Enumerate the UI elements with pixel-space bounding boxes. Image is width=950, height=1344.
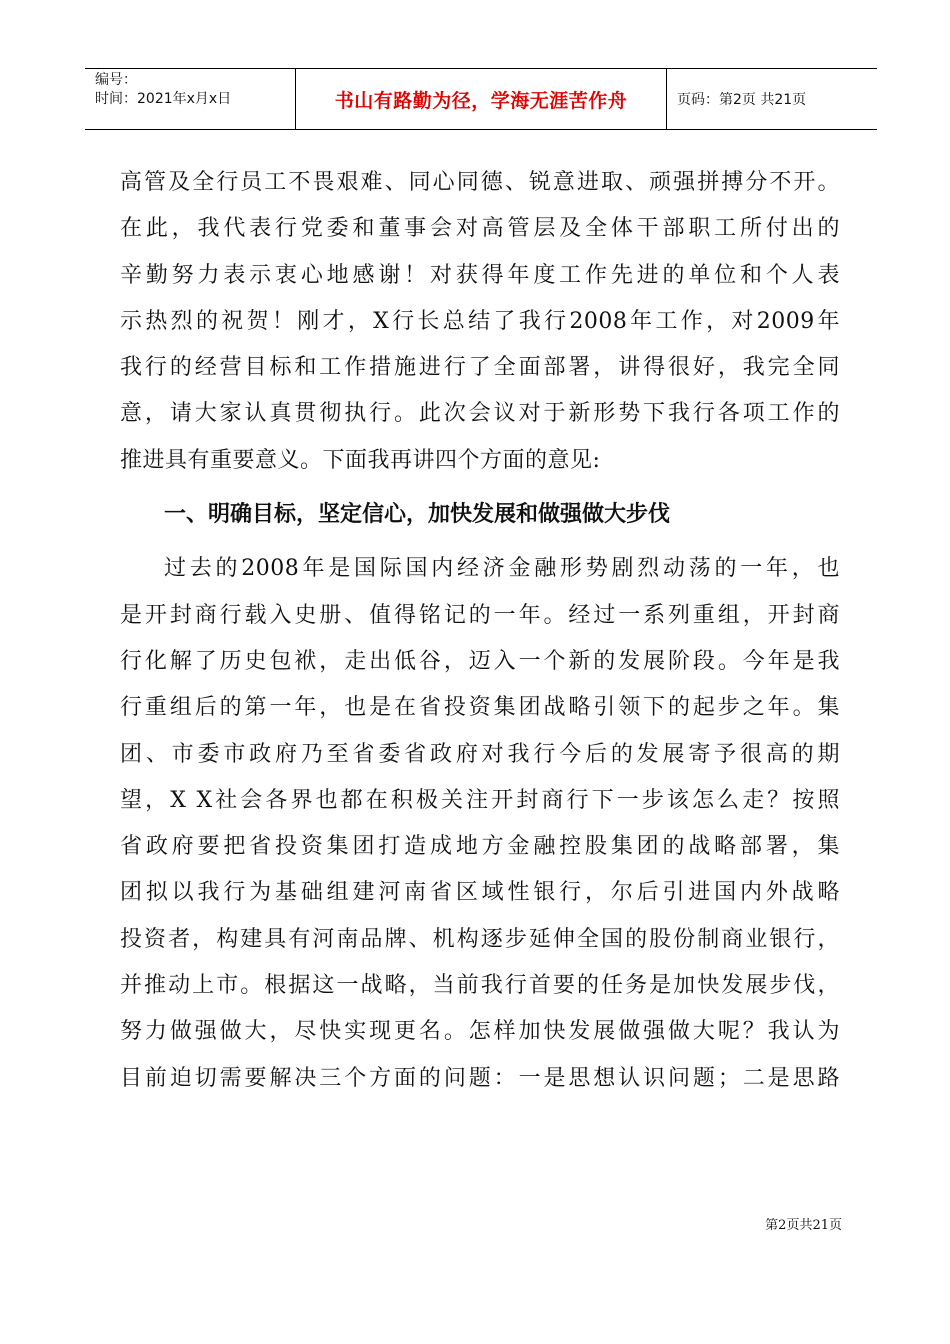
- text-line: 行重组后的第一年，也是在省投资集团战略引领下的起步之年。集: [120, 695, 840, 721]
- section-paragraph: [120, 546, 840, 1102]
- text-line: 省政府要把省投资集团打造成地方金融控股集团的战略部署，集: [120, 834, 840, 860]
- header-motto: 书山有路勤为径，学海无涯苦作舟: [296, 69, 667, 129]
- intro-paragraph: [120, 160, 840, 484]
- text-line: 是开封商行载入史册、值得铭记的一年。经过一系列重组，开封商: [120, 602, 840, 628]
- text-line: 辛勤努力表示衷心地感谢！对获得年度工作先进的单位和个人表: [120, 262, 840, 288]
- document-number-label: 编号：: [95, 72, 137, 88]
- header-meta: [85, 69, 296, 129]
- text-line: 示热烈的祝贺！刚才，X行长总结了我行2008年工作，对2009年: [120, 308, 840, 334]
- text-line: 我行的经营目标和工作措施进行了全面部署，讲得很好，我完全同: [120, 355, 840, 381]
- text-line: 在此，我代表行党委和董事会对高管层及全体干部职工所付出的: [120, 216, 840, 242]
- document-date: 时间：2021年x月x日: [95, 91, 232, 107]
- text-line: 望，X X社会各界也都在积极关注开封商行下一步该怎么走？按照: [120, 787, 840, 813]
- section-heading: 一、明确目标，坚定信心，加快发展和做强做大步伐: [164, 502, 671, 528]
- text-line: 团、市委市政府乃至省委省政府对我行今后的发展寄予很高的期: [120, 741, 840, 767]
- text-line: 过去的2008年是国际国内经济金融形势剧烈动荡的一年，也: [164, 556, 840, 582]
- text-line: 意，请大家认真贯彻执行。此次会议对于新形势下我行各项工作的: [120, 401, 840, 427]
- text-line: 投资者，构建具有河南品牌、机构逐步延伸全国的股份制商业银行，: [120, 926, 840, 952]
- text-line: 团拟以我行为基础组建河南省区域性银行，尔后引进国内外战略: [120, 880, 840, 906]
- document-body: [120, 160, 840, 1102]
- text-line: 高管及全行员工不畏艰难、同心同德、锐意进取、顽强拼搏分不开。: [120, 170, 840, 195]
- text-line: 并推动上市。根据这一战略，当前我行首要的任务是加快发展步伐，: [120, 973, 840, 999]
- text-line: 目前迫切需要解决三个方面的问题：一是思想认识问题；二是思路: [120, 1065, 840, 1091]
- text-line: 推进具有重要意义。下面我再讲四个方面的意见:: [120, 447, 601, 473]
- page-footer: 第2页共21页: [765, 1218, 842, 1233]
- page-header: [85, 68, 877, 130]
- text-line: 努力做强做大，尽快实现更名。怎样加快发展做强做大呢？我认为: [120, 1019, 840, 1045]
- header-page-number: 页码：第2页 共21页: [677, 92, 807, 108]
- text-line: 行化解了历史包袱，走出低谷，迈入一个新的发展阶段。今年是我: [120, 648, 840, 674]
